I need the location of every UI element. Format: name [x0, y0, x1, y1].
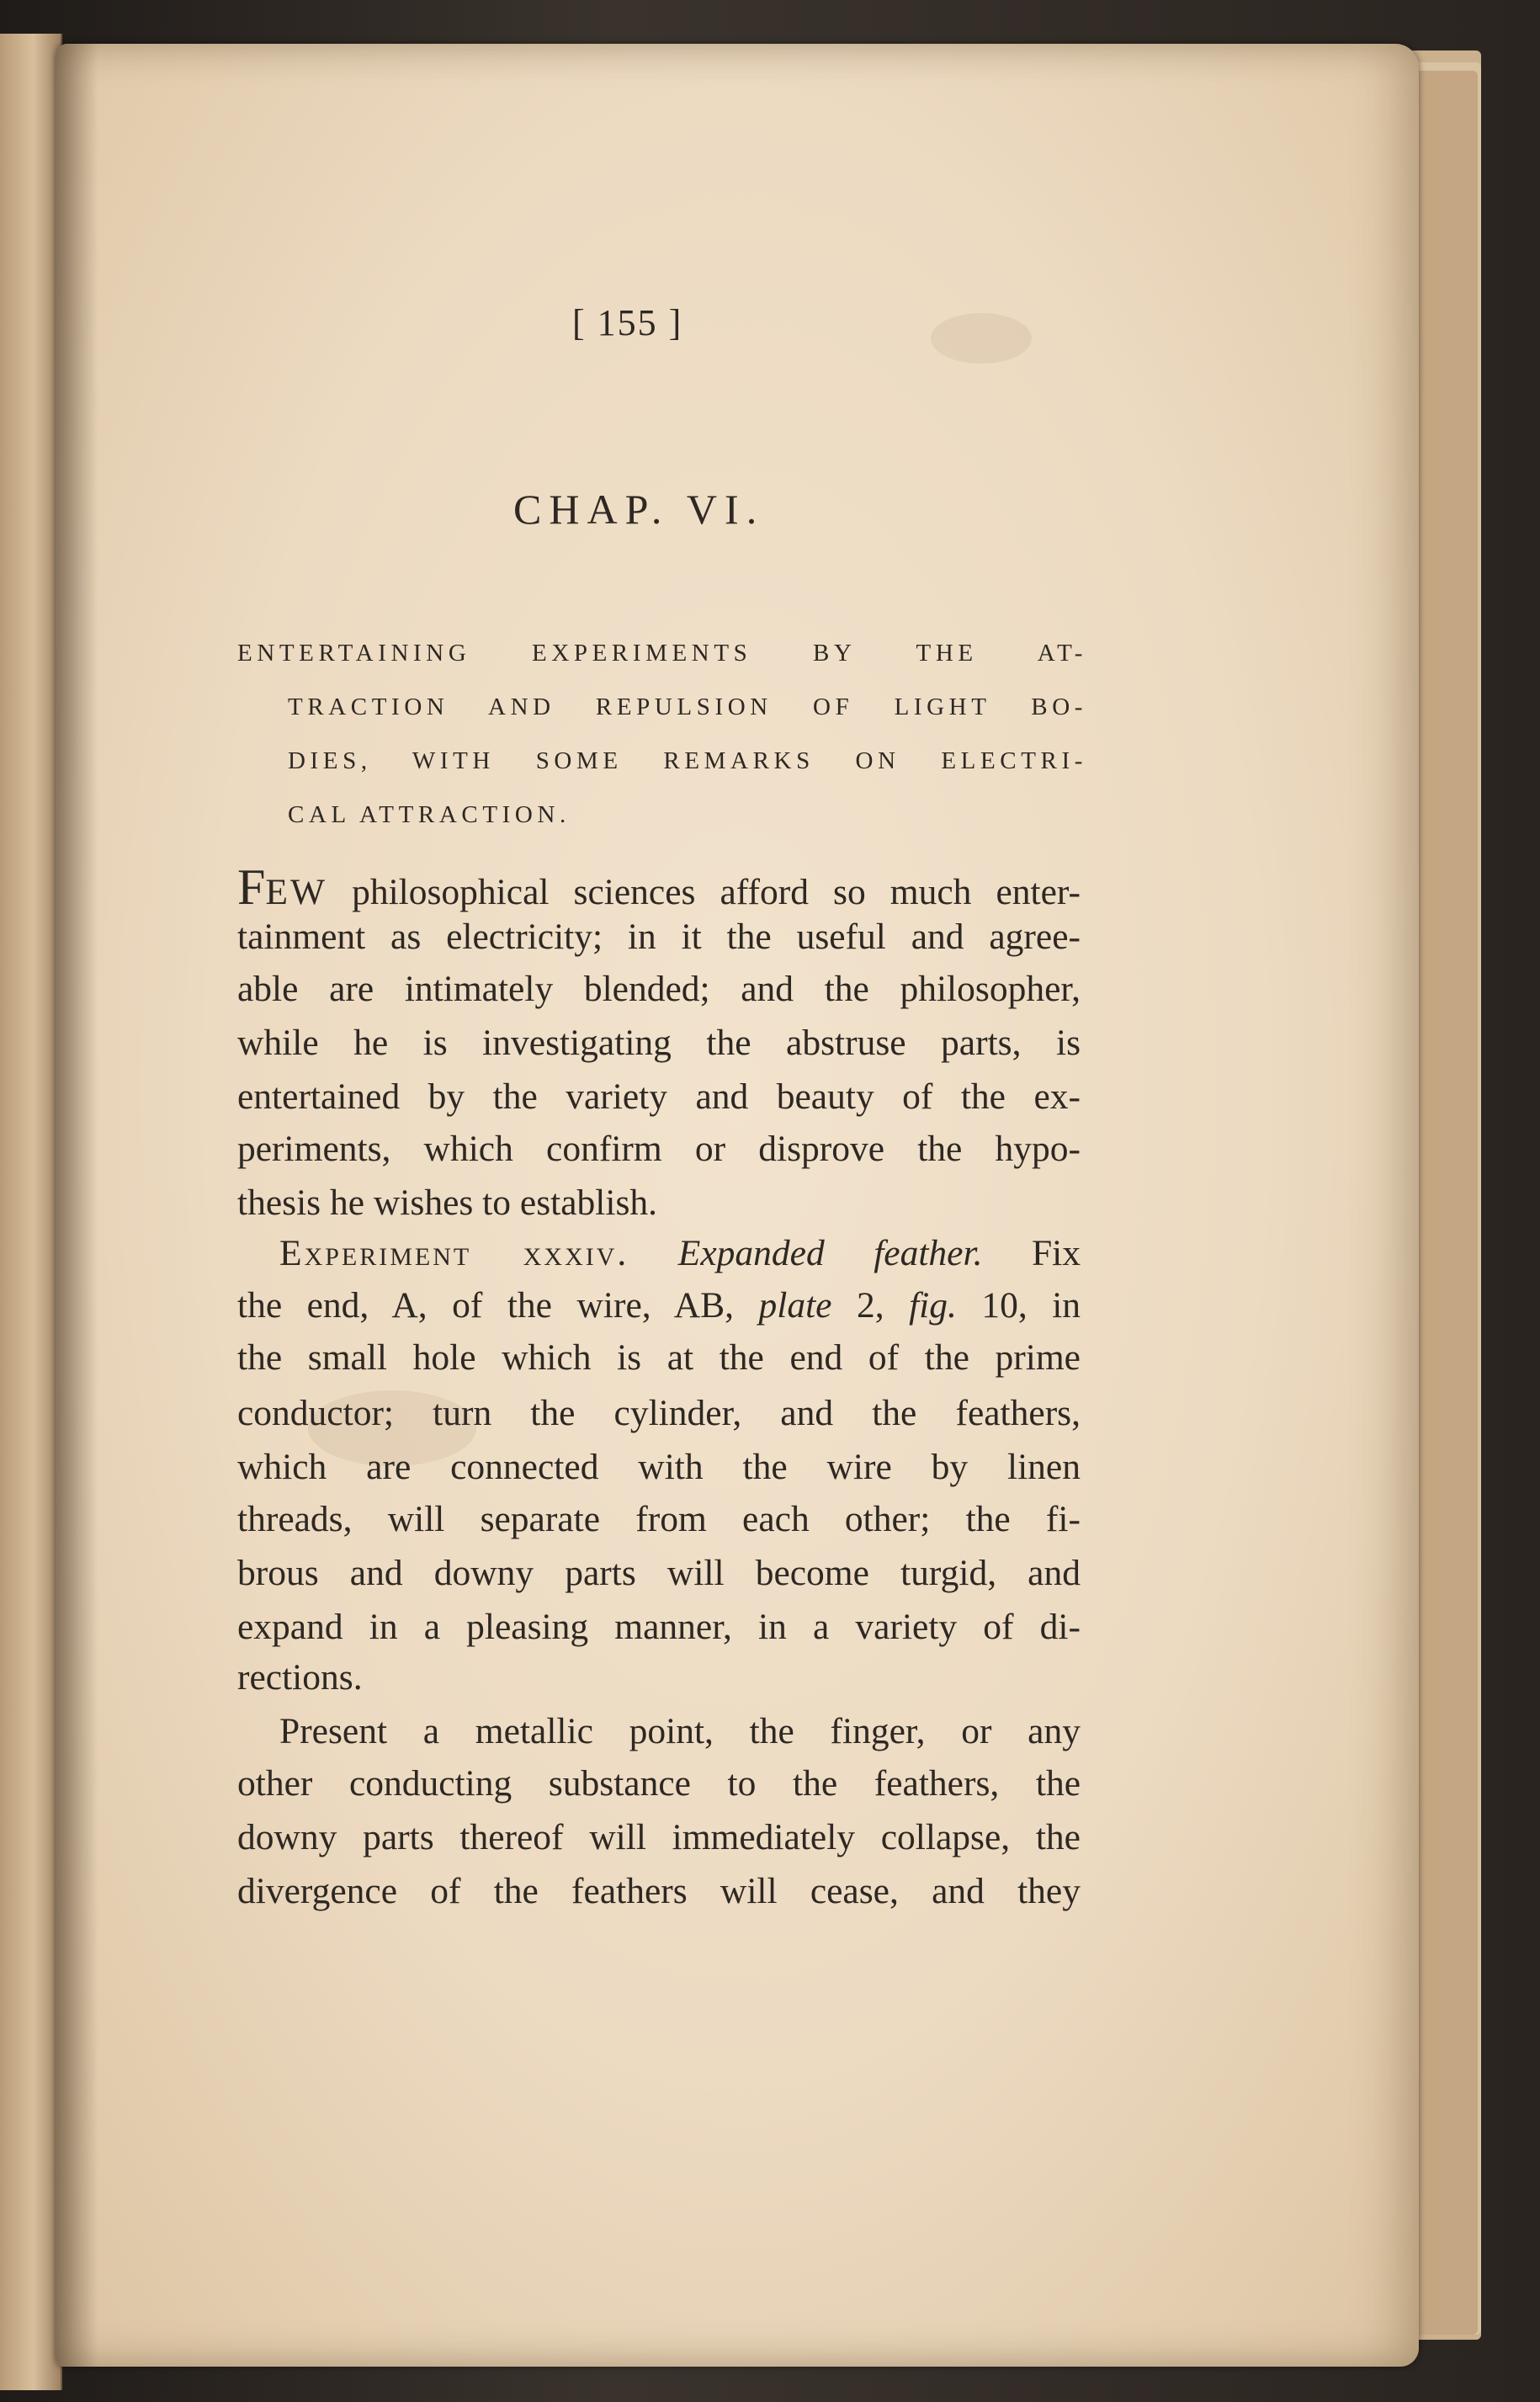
plate-reference: plate [758, 1285, 832, 1326]
line-text: the end, A, of the wire, AB, [237, 1285, 735, 1326]
paragraph-line: while he is investigating the abstruse parts, is [237, 1023, 1081, 1063]
paragraph-line: expand in a pleasing manner, in a variety of di- [237, 1607, 1081, 1647]
paper-stain [931, 313, 1032, 364]
paragraph-line: downy parts thereof will immediately collapse, the [237, 1817, 1081, 1857]
paragraph-line: divergence of the feathers will cease, and they [237, 1871, 1081, 1911]
paragraph-line: brous and downy parts will become turgid, and [237, 1553, 1081, 1593]
paragraph-line: thesis he wishes to establish. [237, 1182, 657, 1223]
line-text: 2, [856, 1285, 884, 1326]
paragraph-line: rections. [237, 1657, 363, 1698]
paragraph-line: other conducting substance to the feathers, the [237, 1763, 1081, 1804]
paragraph-line [237, 1284, 1081, 1326]
paragraph-line: threads, will separate from each other; the fi- [237, 1499, 1081, 1539]
heading-line: DIES, WITH SOME REMARKS ON ELECTRI- [288, 747, 1087, 774]
paragraph-line [237, 859, 1081, 915]
page-gutter-shadow [56, 44, 98, 2367]
paragraph-line: conductor; turn the cylinder, and the feathers, [237, 1393, 1081, 1433]
heading-line: CAL ATTRACTION. [288, 801, 571, 828]
paragraph-line: Present a metallic point, the finger, or any [279, 1711, 1081, 1751]
paragraph-line: the small hole which is at the end of the prime [237, 1337, 1081, 1378]
line-text: Fix [1031, 1233, 1081, 1273]
chapter-heading [237, 626, 1087, 842]
experiment-label: Experiment xxxiv. [279, 1233, 629, 1273]
paragraph-line [237, 1232, 1081, 1274]
paragraph-line: periments, which confirm or disprove the hypo- [237, 1129, 1081, 1169]
left-page-edge [0, 34, 62, 2390]
paragraph-line: entertained by the variety and beauty of the ex- [237, 1076, 1081, 1117]
heading-line: TRACTION AND REPULSION OF LIGHT BO- [288, 693, 1087, 720]
paragraph-line: tainment as electricity; in it the useful and agree- [237, 917, 1081, 957]
line-text: philosophical sciences afford so much enter- [352, 872, 1081, 912]
chapter-title: CHAP. VI. [513, 486, 765, 533]
paragraph-line: able are intimately blended; and the philosopher, [237, 969, 1081, 1009]
line-text: 10, in [981, 1285, 1081, 1326]
first-word-rest: EW [265, 872, 328, 912]
page-number: [ 155 ] [572, 302, 683, 343]
drop-cap: F [237, 859, 266, 915]
paragraph-line: which are connected with the wire by linen [237, 1447, 1081, 1487]
heading-line: ENTERTAINING EXPERIMENTS BY THE AT- [237, 640, 1087, 667]
experiment-title: Expanded feather. [677, 1233, 983, 1273]
figure-reference: fig. [909, 1285, 957, 1326]
